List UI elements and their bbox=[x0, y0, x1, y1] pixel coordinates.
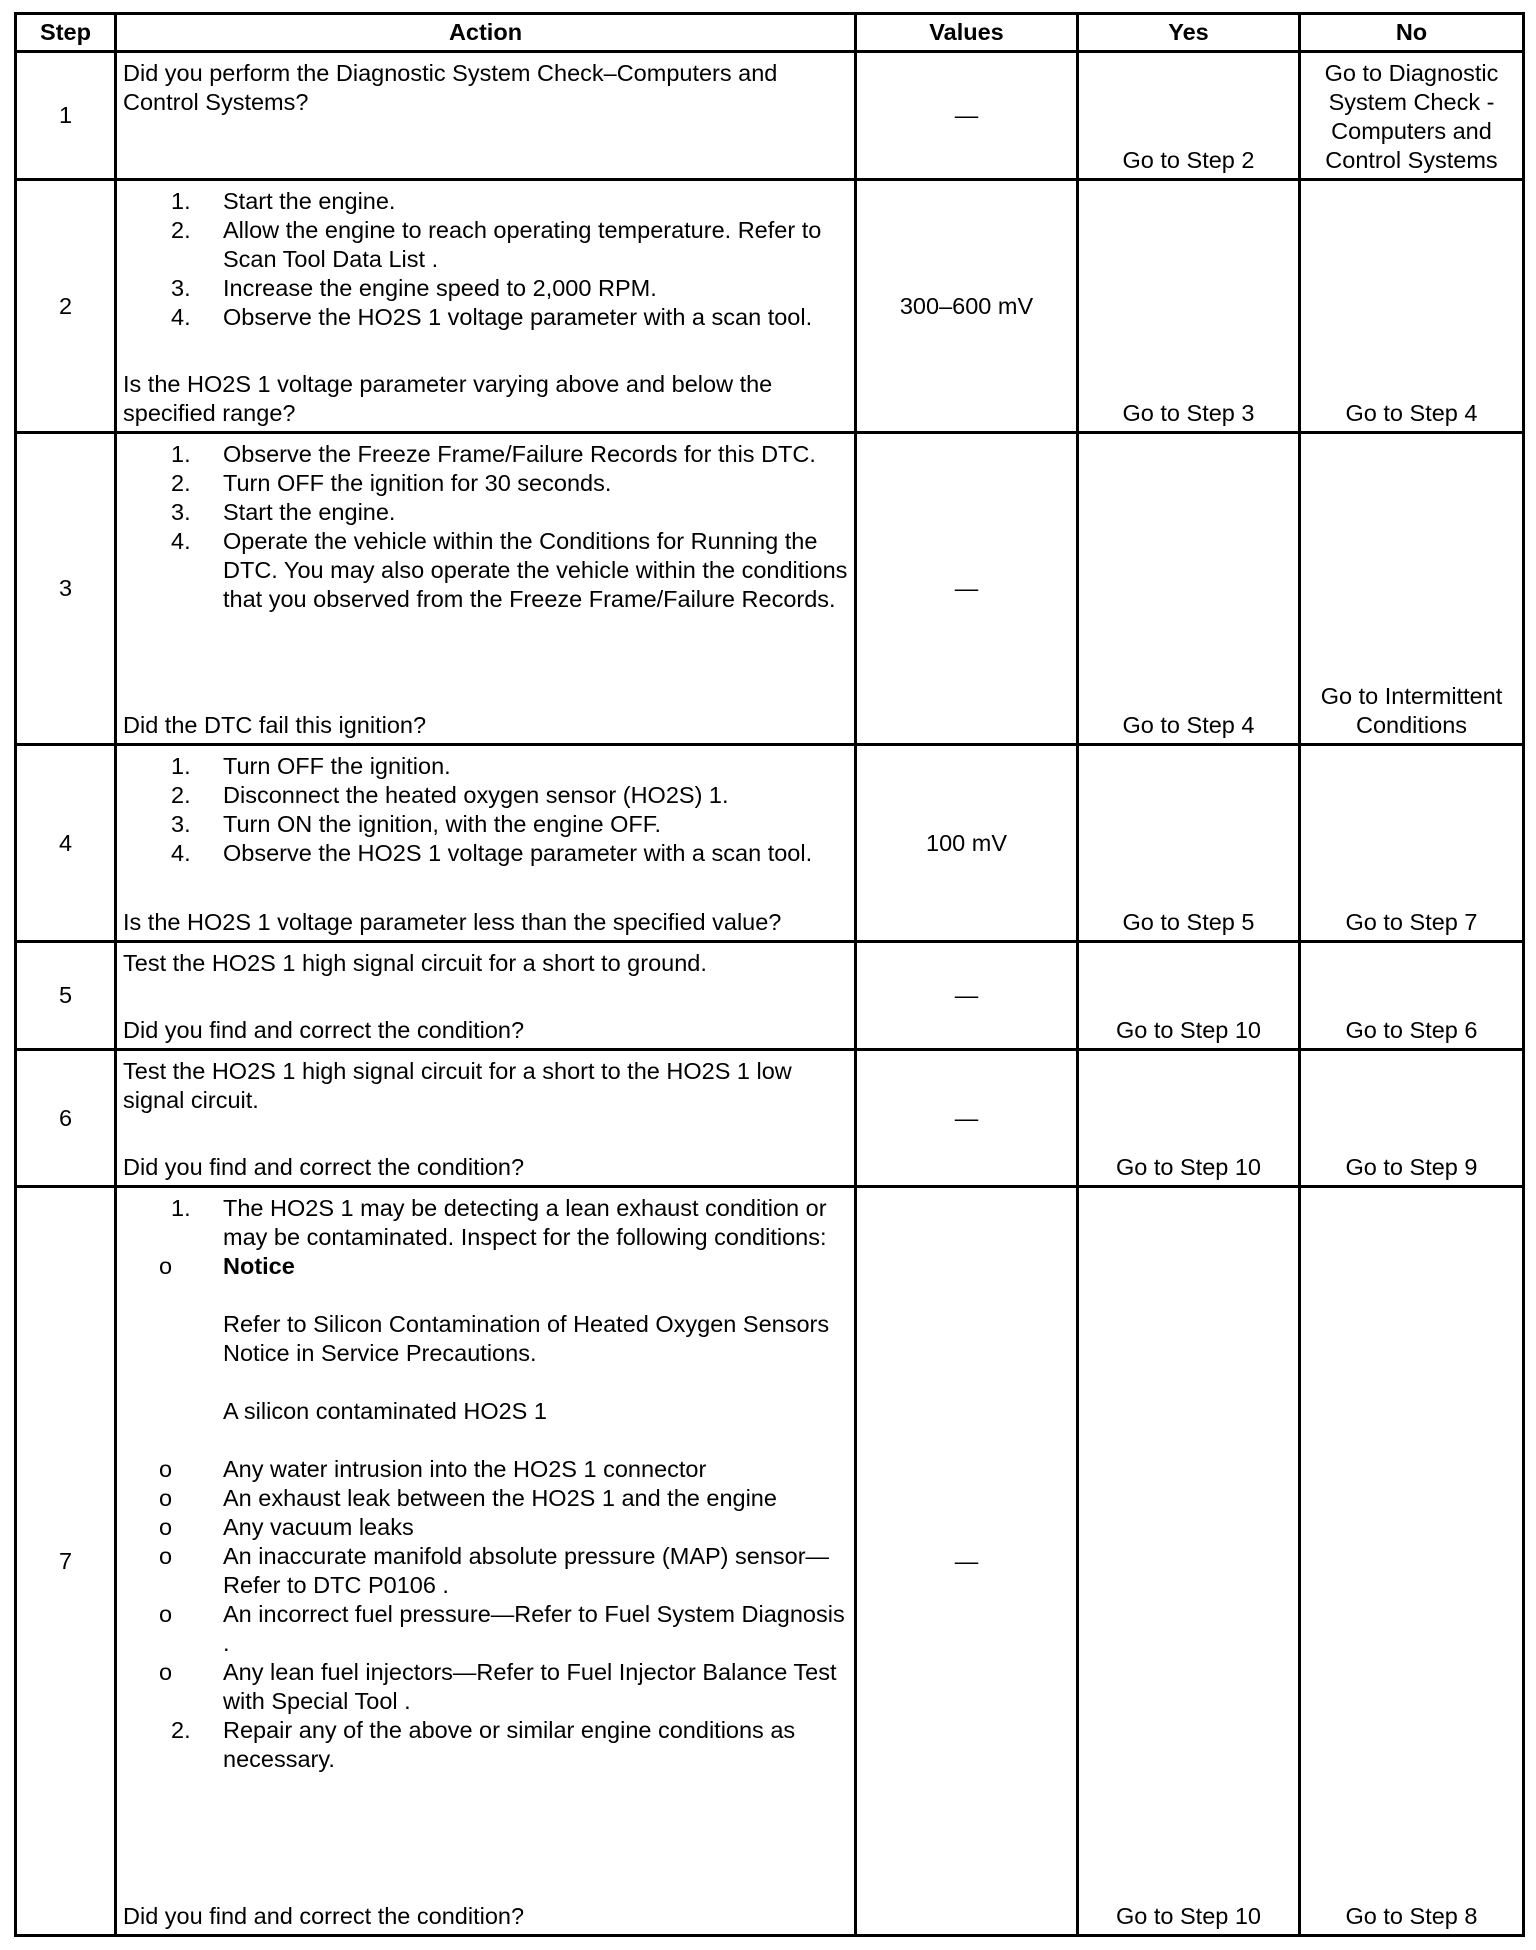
yes-link[interactable]: Go to Step 2 bbox=[1078, 52, 1300, 180]
list-item: o An exhaust leak between the HO2S 1 and the engine bbox=[159, 1485, 777, 1511]
step-number: 1 bbox=[16, 52, 116, 180]
diagnostic-table bbox=[14, 12, 1525, 1937]
question-text: Did the DTC fail this ignition? bbox=[123, 712, 427, 738]
list-item: o An inaccurate manifold absolute pressure (MAP) sensor—Refer to DTC P0106 . bbox=[159, 1543, 830, 1598]
yes-link[interactable]: Go to Step 10 bbox=[1078, 1050, 1300, 1187]
action-cell bbox=[116, 745, 856, 942]
no-link[interactable]: Go to Step 9 bbox=[1300, 1050, 1524, 1187]
yes-link[interactable]: Go to Step 10 bbox=[1078, 1187, 1300, 1936]
question-text: Is the HO2S 1 voltage parameter varying above and below the specified range? bbox=[123, 371, 773, 426]
action-text: Test the HO2S 1 high signal circuit for a short to ground. bbox=[123, 950, 707, 976]
action-cell bbox=[116, 433, 856, 745]
step-number: 5 bbox=[16, 942, 116, 1050]
yes-link[interactable]: Go to Step 5 bbox=[1078, 745, 1300, 942]
yes-link[interactable]: Go to Step 3 bbox=[1078, 180, 1300, 433]
value-cell: — bbox=[856, 942, 1078, 1050]
table-row bbox=[16, 180, 1524, 433]
question-text: Did you find and correct the condition? bbox=[123, 1154, 525, 1180]
list-item: 2. Allow the engine to reach operating temperature. Refer to Scan Tool Data List . bbox=[171, 217, 822, 272]
list-item: o An incorrect fuel pressure—Refer to Fuel System Diagnosis . bbox=[159, 1601, 845, 1656]
condition-list bbox=[123, 1252, 848, 1716]
list-item: 2. Turn OFF the ignition for 30 seconds. bbox=[171, 470, 612, 496]
no-link[interactable]: Go to Step 4 bbox=[1300, 180, 1524, 433]
list-item: 4. Observe the HO2S 1 voltage parameter with a scan tool. bbox=[171, 304, 813, 330]
no-link[interactable]: Go to Diagnostic System Check - Computers and Control Systems bbox=[1300, 52, 1524, 180]
list-item: 1. Observe the Freeze Frame/Failure Records for this DTC. bbox=[171, 441, 816, 467]
notice-text: Refer to Silicon Contamination of Heated Oxygen Sensors Notice in Service Precautions. bbox=[223, 1311, 830, 1366]
header-yes: Yes bbox=[1078, 14, 1300, 52]
table-row bbox=[16, 1050, 1524, 1187]
value-cell: — bbox=[856, 1050, 1078, 1187]
value-cell: — bbox=[856, 1187, 1078, 1936]
list-item: 4. Operate the vehicle within the Conditions for Running the DTC. You may also operate the vehicle within the conditions that you observed from the Freeze Frame/Failure Records. bbox=[171, 528, 848, 612]
notice-item: A silicon contaminated HO2S 1 bbox=[223, 1398, 547, 1424]
header-no: No bbox=[1300, 14, 1524, 52]
header-values: Values bbox=[856, 14, 1078, 52]
no-link[interactable]: Go to Intermittent Conditions bbox=[1300, 433, 1524, 745]
action-cell bbox=[116, 52, 856, 180]
list-item: 4. Observe the HO2S 1 voltage parameter with a scan tool. bbox=[171, 840, 813, 866]
step-number: 7 bbox=[16, 1187, 116, 1936]
header-step: Step bbox=[16, 14, 116, 52]
table-row bbox=[16, 433, 1524, 745]
value-cell: 100 mV bbox=[856, 745, 1078, 942]
list-item: 1. Start the engine. bbox=[171, 188, 396, 214]
list-item: o Any vacuum leaks bbox=[159, 1514, 414, 1540]
action-steps bbox=[123, 1194, 848, 1774]
action-steps bbox=[123, 187, 848, 332]
action-cell bbox=[116, 942, 856, 1050]
value-cell: — bbox=[856, 433, 1078, 745]
list-item: 2. Repair any of the above or similar engine conditions as necessary. bbox=[171, 1717, 796, 1772]
action-cell bbox=[116, 1187, 856, 1936]
notice-heading: Notice bbox=[223, 1253, 295, 1279]
header-action: Action bbox=[116, 14, 856, 52]
table-row bbox=[16, 52, 1524, 180]
action-cell bbox=[116, 1050, 856, 1187]
no-link[interactable]: Go to Step 8 bbox=[1300, 1187, 1524, 1936]
question-text: Is the HO2S 1 voltage parameter less than the specified value? bbox=[123, 909, 782, 935]
action-cell bbox=[116, 180, 856, 433]
no-link[interactable]: Go to Step 6 bbox=[1300, 942, 1524, 1050]
list-item: 3. Turn ON the ignition, with the engine OFF. bbox=[171, 811, 662, 837]
action-text: Did you perform the Diagnostic System Check–Computers and Control Systems? bbox=[123, 60, 778, 115]
header-row bbox=[16, 14, 1524, 52]
table-row bbox=[16, 1187, 1524, 1936]
step-number: 6 bbox=[16, 1050, 116, 1187]
action-steps bbox=[123, 440, 848, 614]
list-item: o Any lean fuel injectors—Refer to Fuel Injector Balance Test with Special Tool . bbox=[159, 1659, 837, 1714]
table-row bbox=[16, 942, 1524, 1050]
list-item: 3. Start the engine. bbox=[171, 499, 396, 525]
yes-link[interactable]: Go to Step 10 bbox=[1078, 942, 1300, 1050]
list-item: 2. Disconnect the heated oxygen sensor (HO2S) 1. bbox=[171, 782, 729, 808]
yes-link[interactable]: Go to Step 4 bbox=[1078, 433, 1300, 745]
step-number: 2 bbox=[16, 180, 116, 433]
step-number: 4 bbox=[16, 745, 116, 942]
table-row bbox=[16, 745, 1524, 942]
list-item: 1. Turn OFF the ignition. bbox=[171, 753, 451, 779]
question-text: Did you find and correct the condition? bbox=[123, 1017, 525, 1043]
list-item: o Any water intrusion into the HO2S 1 connector bbox=[159, 1456, 707, 1482]
value-cell: — bbox=[856, 52, 1078, 180]
list-item: 3. Increase the engine speed to 2,000 RPM. bbox=[171, 275, 657, 301]
no-link[interactable]: Go to Step 7 bbox=[1300, 745, 1524, 942]
list-item: 1. The HO2S 1 may be detecting a lean exhaust condition or may be contaminated. Inspect for the following conditions: o Notice Refer to Silicon Contamination of Heated Oxygen Sensors Notice in Service Precautions. A silicon contaminated HO2S 1 o Any water intrusion into the HO2S 1 connector o An exhaust leak between the HO2S 1 and the engine o Any vacuum leaks o An inaccurate manifold absolute pressure (MAP) sensor—Refer to DTC P0106 . o An incorrect fuel pressure—Refer to Fuel System Diagnosis . o Any lean fuel injectors—Refer to Fuel Injector Balance Test with Special Tool . bbox=[123, 1194, 848, 1716]
action-steps bbox=[123, 752, 848, 868]
value-cell: 300–600 mV bbox=[856, 180, 1078, 433]
action-text: Test the HO2S 1 high signal circuit for a short to the HO2S 1 low signal circuit. bbox=[123, 1058, 792, 1113]
list-item: o Notice Refer to Silicon Contamination of Heated Oxygen Sensors Notice in Service Precautions. A silicon contaminated HO2S 1 bbox=[123, 1252, 848, 1455]
question-text: Did you find and correct the condition? bbox=[123, 1903, 525, 1929]
step-number: 3 bbox=[16, 433, 116, 745]
